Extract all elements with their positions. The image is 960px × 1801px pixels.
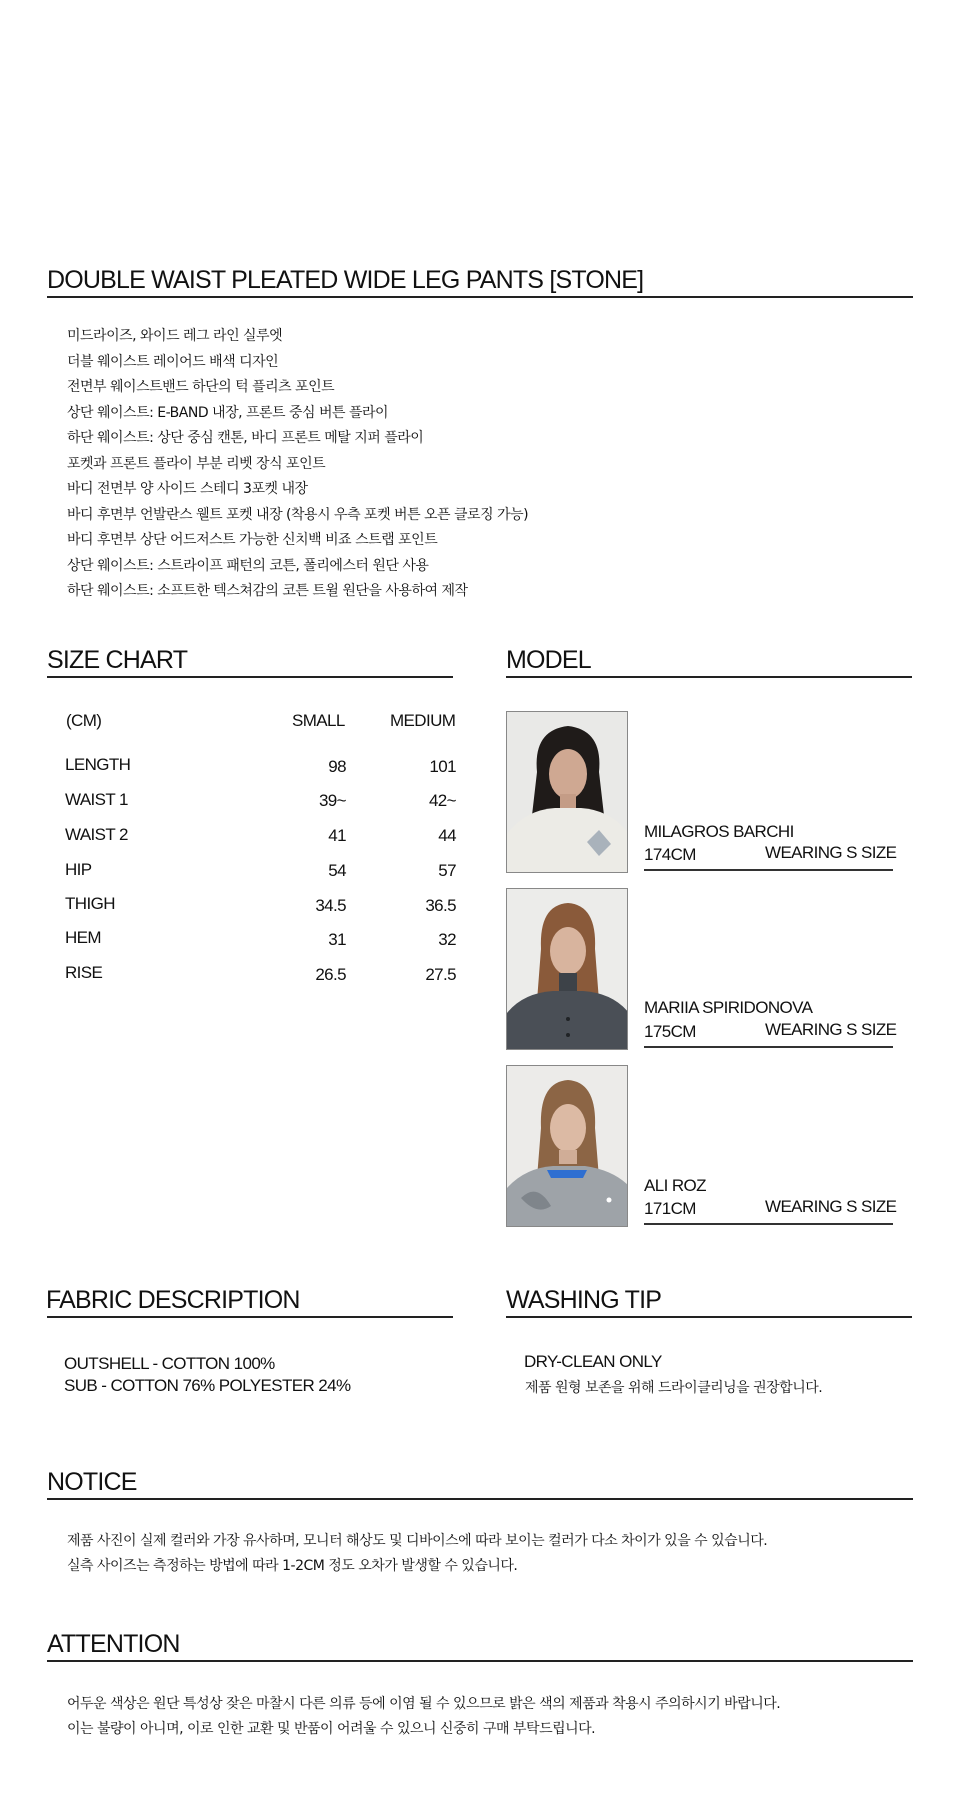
model-height: 171CM bbox=[644, 1199, 696, 1218]
model-divider bbox=[506, 676, 912, 678]
size-column-medium: MEDIUM bbox=[390, 711, 456, 730]
feature-item: 포켓과 프론트 플라이 부분 리벳 장식 포인트 bbox=[67, 455, 326, 472]
size-column-small: SMALL bbox=[292, 711, 345, 730]
size-value-small: 34.5 bbox=[315, 896, 346, 915]
feature-item: 미드라이즈, 와이드 레그 라인 실루엣 bbox=[67, 328, 283, 344]
size-row-label: HEM bbox=[65, 928, 101, 947]
attention-line: 이는 불량이 아니며, 이로 인한 교환 및 반품이 어려울 수 있으니 신중히 구매 부탁드립니다. bbox=[67, 1721, 596, 1737]
model-wearing-size: WEARING S SIZE bbox=[765, 1020, 897, 1039]
fabric-divider bbox=[47, 1316, 453, 1318]
feature-item: 바디 전면부 양 사이드 스테디 3포켓 내장 bbox=[67, 481, 308, 497]
feature-item: 바디 후면부 상단 어드저스트 가능한 신치백 비죠 스트랩 포인트 bbox=[67, 532, 438, 548]
size-value-small: 39~ bbox=[318, 791, 346, 810]
size-row-label: HIP bbox=[65, 860, 92, 879]
fabric-line: SUB - COTTON 76% POLYESTER 24% bbox=[64, 1376, 351, 1395]
fabric-line: OUTSHELL - COTTON 100% bbox=[64, 1354, 275, 1373]
size-row-label: WAIST 2 bbox=[65, 825, 128, 844]
fabric-heading: FABRIC DESCRIPTION bbox=[46, 1286, 300, 1314]
model-height: 175CM bbox=[644, 1022, 696, 1041]
notice-divider bbox=[47, 1498, 913, 1500]
washing-title: DRY-CLEAN ONLY bbox=[524, 1352, 662, 1371]
size-value-small: 41 bbox=[328, 826, 346, 845]
feature-item: 상단 웨이스트: 스트라이프 패턴의 코튼, 폴리에스터 원단 사용 bbox=[67, 557, 429, 574]
size-row-label: LENGTH bbox=[65, 755, 131, 774]
model-name: ALI ROZ bbox=[644, 1176, 706, 1195]
feature-item: 하단 웨이스트: 상단 중심 캔톤, 바디 프론트 메탈 지퍼 플라이 bbox=[67, 430, 424, 446]
model-name: MARIIA SPIRIDONOVA bbox=[644, 998, 813, 1017]
size-value-medium: 101 bbox=[429, 757, 456, 776]
washing-divider bbox=[506, 1316, 912, 1318]
size-chart-heading: SIZE CHART bbox=[47, 646, 188, 674]
notice-line: 실측 사이즈는 측정하는 방법에 따라 1-2CM 정도 오차가 발생할 수 있습니다. bbox=[67, 1558, 518, 1574]
size-value-medium: 42~ bbox=[428, 791, 456, 810]
feature-list bbox=[67, 326, 528, 607]
size-chart-divider bbox=[47, 676, 453, 678]
size-value-small: 31 bbox=[328, 930, 346, 949]
size-value-medium: 27.5 bbox=[425, 965, 456, 984]
product-title: DOUBLE WAIST PLEATED WIDE LEG PANTS [STONE] bbox=[47, 266, 644, 294]
washing-note: 제품 원형 보존을 위해 드라이클리닝을 권장합니다. bbox=[525, 1380, 823, 1396]
washing-heading: WASHING TIP bbox=[506, 1286, 662, 1314]
model-photo-3 bbox=[506, 1065, 628, 1227]
size-value-small: 54 bbox=[328, 861, 346, 880]
size-row-label: THIGH bbox=[65, 894, 115, 913]
model-wearing-size: WEARING S SIZE bbox=[765, 1197, 897, 1216]
size-value-medium: 36.5 bbox=[425, 896, 456, 915]
attention-line: 어두운 색상은 원단 특성상 잦은 마찰시 다른 의류 등에 이염 될 수 있으므로 밝은 색의 제품과 착용시 주의하시기 바랍니다. bbox=[67, 1696, 781, 1712]
notice-heading: NOTICE bbox=[47, 1468, 137, 1496]
size-row-label: RISE bbox=[65, 963, 103, 982]
model-name: MILAGROS BARCHI bbox=[644, 822, 794, 841]
model-wearing-size: WEARING S SIZE bbox=[765, 843, 897, 862]
feature-item: 더블 웨이스트 레이어드 배색 디자인 bbox=[67, 353, 279, 370]
attention-heading: ATTENTION bbox=[47, 1630, 180, 1658]
size-unit-label: (CM) bbox=[66, 711, 102, 730]
model-divider-line bbox=[644, 1046, 893, 1048]
model-height: 174CM bbox=[644, 845, 696, 864]
model-divider-line bbox=[644, 1223, 893, 1225]
model-photo-1 bbox=[506, 711, 628, 873]
size-value-medium: 32 bbox=[438, 930, 456, 949]
feature-item: 상단 웨이스트: E-BAND 내장, 프론트 중심 버튼 플라이 bbox=[67, 404, 389, 421]
feature-item: 전면부 웨이스트밴드 하단의 턱 플리츠 포인트 bbox=[67, 379, 335, 395]
size-row-label: WAIST 1 bbox=[65, 790, 128, 809]
size-value-small: 26.5 bbox=[315, 965, 346, 984]
notice-line: 제품 사진이 실제 컬러와 가장 유사하며, 모니터 해상도 및 디바이스에 따라 보이는 컬러가 다소 차이가 있을 수 있습니다. bbox=[67, 1533, 768, 1549]
size-value-small: 98 bbox=[328, 757, 346, 776]
feature-item: 하단 웨이스트: 소프트한 텍스쳐감의 코튼 트윌 원단을 사용하여 제작 bbox=[67, 583, 468, 599]
title-divider bbox=[47, 296, 913, 298]
attention-divider bbox=[47, 1660, 913, 1662]
model-photo-2 bbox=[506, 888, 628, 1050]
feature-item: 바디 후면부 언발란스 웰트 포켓 내장 (착용시 우측 포켓 버튼 오픈 클로징 가능) bbox=[67, 506, 529, 523]
size-value-medium: 44 bbox=[438, 826, 456, 845]
model-heading: MODEL bbox=[506, 646, 591, 674]
size-value-medium: 57 bbox=[438, 861, 456, 880]
model-divider-line bbox=[644, 869, 893, 871]
